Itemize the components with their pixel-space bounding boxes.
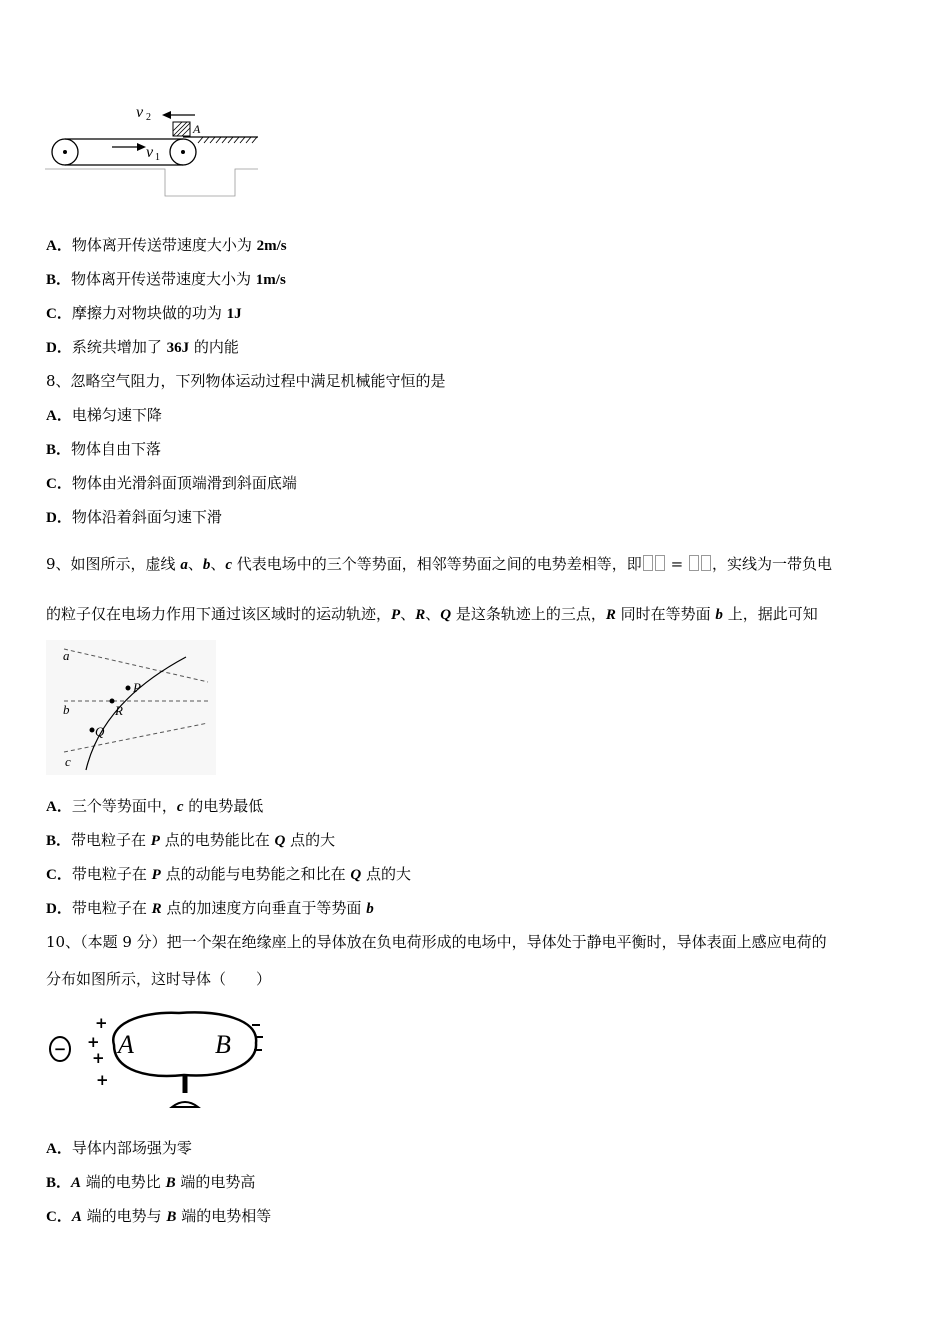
v1-label: v	[146, 144, 154, 161]
v1-subscript: 1	[155, 152, 160, 163]
q7-option-a: A．物体离开传送带速度大小为 2m/s	[46, 236, 287, 254]
point-q-label: Q	[95, 724, 105, 739]
end-a-label: A	[118, 1030, 134, 1059]
q9-option-b: B．带电粒子在 P 点的电势能比在 Q 点的大	[46, 831, 336, 849]
q8-option-a: A．电梯匀速下降	[46, 406, 162, 424]
formula-placeholder-icon	[655, 555, 665, 571]
formula-placeholder-icon	[643, 555, 653, 571]
q10-stem-line1: 10、（本题 9 分）把一个架在绝缘座上的导体放在负电荷形成的电场中，导体处于静电平衡时，导体表面上感应电荷的	[46, 933, 827, 951]
point-p-label: P	[133, 680, 141, 695]
q7-option-d: D．系统共增加了 36J 的内能	[46, 338, 239, 356]
q9-option-c: C．带电粒子在 P 点的动能与电势能之和比在 Q 点的大	[46, 865, 411, 883]
q8-stem: 8、忽略空气阻力，下列物体运动过程中满足机械能守恒的是	[46, 372, 446, 390]
plus-charge-1: +	[95, 1014, 108, 1032]
q8-option-d: D．物体沿着斜面匀速下滑	[46, 508, 222, 526]
q9-stem-line1: 9、如图所示，虚线 a、b、c 代表电场中的三个等势面，相邻等势面之间的电势差相等，即 = ，实线为一带负电	[46, 555, 832, 573]
v2-subscript: 2	[146, 112, 151, 123]
formula-placeholder-icon	[689, 555, 699, 571]
surface-b-label: b	[63, 702, 70, 717]
formula-placeholder-icon	[701, 555, 711, 571]
v2-label: v	[136, 104, 144, 121]
end-b-label: B	[215, 1030, 231, 1059]
q10-option-a: A．导体内部场强为零	[46, 1139, 192, 1157]
point-r-label: R	[115, 703, 123, 718]
conductor-figure	[44, 1005, 274, 1115]
plus-charge-2: +	[87, 1033, 100, 1051]
q9-option-a: A．三个等势面中，c 的电势最低	[46, 797, 264, 815]
q10-option-c: C．A 端的电势与 B 端的电势相等	[46, 1207, 272, 1225]
q7-option-b: B．物体离开传送带速度大小为 1m/s	[46, 270, 286, 288]
q10-stem-line2: 分布如图所示，这时导体（ ）	[46, 970, 272, 988]
q8-option-c: C．物体由光滑斜面顶端滑到斜面底端	[46, 474, 297, 492]
plus-charge-4: +	[96, 1071, 109, 1089]
source-charge-sign: −	[53, 1040, 67, 1058]
surface-c-label: c	[65, 754, 71, 769]
q9-stem-line2: 的粒子仅在电场力作用下通过该区域时的运动轨迹，P、R、Q 是这条轨迹上的三点，R 同时在等势面 b 上，据此可知	[46, 605, 818, 623]
conveyor-belt-figure	[40, 100, 270, 200]
q9-option-d: D．带电粒子在 R 点的加速度方向垂直于等势面 b	[46, 899, 374, 917]
surface-a-label: a	[63, 648, 70, 663]
block-a-label: A	[193, 122, 201, 136]
q8-option-b: B．物体自由下落	[46, 440, 162, 458]
plus-charge-3: +	[92, 1049, 105, 1067]
equipotential-figure	[46, 640, 216, 775]
q10-option-b: B．A 端的电势比 B 端的电势高	[46, 1173, 256, 1191]
q7-option-c: C．摩擦力对物块做的功为 1J	[46, 304, 242, 322]
